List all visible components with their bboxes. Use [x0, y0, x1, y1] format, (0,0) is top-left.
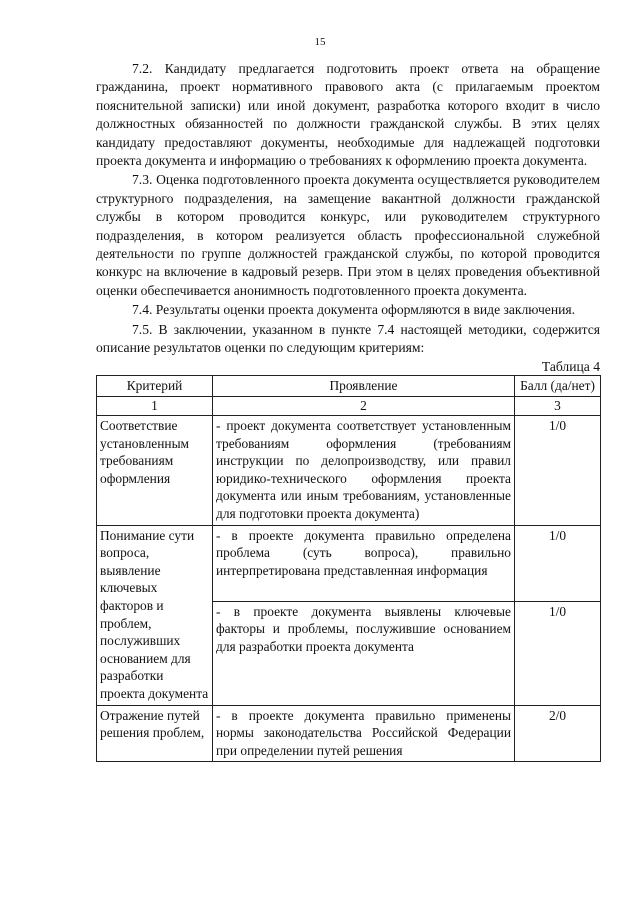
- table-caption: Таблица 4: [541, 358, 600, 374]
- paragraph-7-2: 7.2. Кандидату предлагается подготовить проект ответа на обращение гражданина, проект нормативного правового акта (с прилагаемым проектом пояснительной записки) или иной документ, разработка которого входит в число должностных обязанностей по должности гражданской службы. В этих целях кандидату предоставляют документы, необходимые для надлежащей подготовки проекта документа и информацию о требованиях к оформлению проекта документа.: [96, 61, 600, 169]
- criteria-table: [96, 375, 601, 763]
- paragraph-7-5: 7.5. В заключении, указанном в пункте 7.4 настоящей методики, содержится описание результатов оценки по следующим критериям:: [96, 321, 600, 356]
- table-row: [97, 416, 601, 526]
- manifestation-cell: - проект документа соответствует установленным требованиям оформления (требованиям инструкции по делопроизводству, или правил юридико-технического оформления проекта документа или иным требованиям, установленные для подготовки проекта документа): [213, 416, 515, 526]
- paragraph-7-3: 7.3. Оценка подготовленного проекта документа осуществляется руководителем структурного подразделения, на замещение вакантной должности гражданской службы в котором проводится конкурс, или руководителем структурного подразделения, в котором реализуется область профессиональной служебной деятельности по группе должностей гражданской службы, по которой проводится конкурс на включение в кадровый резерв. При этом в целях проведения объективной оценки обеспечивается анонимность подготовленного проекта документа.: [96, 172, 600, 298]
- column-number-row: [97, 397, 601, 416]
- table-header-row: [97, 375, 601, 397]
- manifestation-cell: - в проекте документа выявлены ключевые факторы и проблемы, послужившие основанием для разработки проекта документа: [213, 601, 515, 705]
- score-cell: 1/0: [515, 525, 601, 601]
- score-cell: 1/0: [515, 601, 601, 705]
- page-number: 15: [314, 36, 326, 48]
- header-criterion: Критерий: [97, 375, 213, 397]
- header-manifestation: Проявление: [213, 375, 515, 397]
- criterion-cell: Отражение путей решения проблем,: [97, 705, 213, 762]
- criterion-cell: Понимание сути вопроса, выявление ключевых факторов и проблем, послуживших основанием для разработки проекта документа: [97, 525, 213, 705]
- column-number: 2: [213, 397, 515, 416]
- table-row: [97, 705, 601, 762]
- manifestation-cell: - в проекте документа правильно применены нормы законодательства Российской Федерации при определении путей решения: [213, 705, 515, 762]
- score-cell: 1/0: [515, 416, 601, 526]
- header-score: Балл (да/нет): [515, 375, 601, 397]
- table-row: [97, 525, 601, 601]
- column-number: 1: [97, 397, 213, 416]
- score-cell: 2/0: [515, 705, 601, 762]
- criterion-cell: Соответствие установленным требованиям оформления: [97, 416, 213, 526]
- paragraph-7-4: 7.4. Результаты оценки проекта документа оформляются в виде заключения.: [132, 302, 576, 318]
- manifestation-cell: - в проекте документа правильно определена проблема (суть вопроса), правильно интерпретирована представленная информация: [213, 525, 515, 601]
- column-number: 3: [515, 397, 601, 416]
- document-body: [96, 60, 600, 762]
